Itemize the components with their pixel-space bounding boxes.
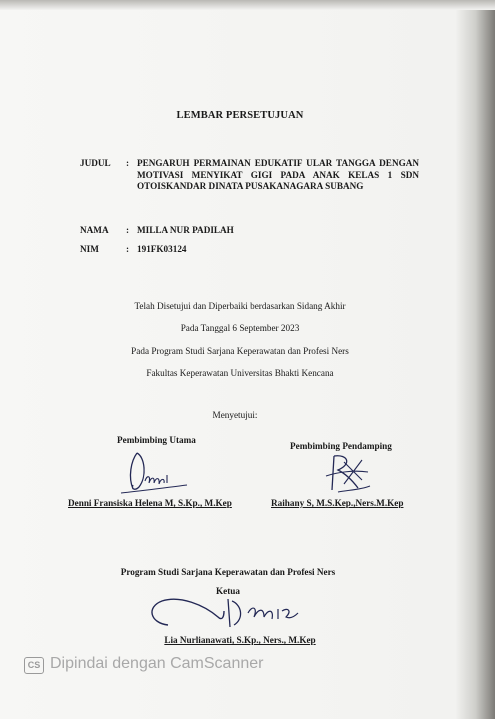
nim-value: 191FK03124 (137, 244, 187, 254)
pembimbing-pendamping-heading: Pembimbing Pendamping (290, 441, 392, 451)
document-title: LEMBAR PERSETUJUAN (176, 110, 304, 121)
camscanner-watermark: Dipindai dengan CamScanner (50, 655, 264, 672)
pembimbing-utama-heading: Pembimbing Utama (117, 435, 196, 445)
pembimbing-pendamping-name: Raihany S, M.S.Kep.,Ners.M.Kep (271, 498, 404, 508)
prodi-label: Program Studi Sarjana Keperawatan dan Profesi Ners (120, 567, 336, 577)
judul-label: JUDUL (80, 158, 111, 168)
approval-line-3: Pada Program Studi Sarjana Keperawatan dan Profesi Ners (131, 346, 349, 356)
menyetujui-label: Menyetujui: (212, 410, 258, 420)
pembimbing-utama-name: Denni Fransiska Helena M, S.Kp., M.Kep (68, 498, 232, 508)
nama-colon: : (126, 225, 130, 235)
approval-line-4: Fakultas Keperawatan Universitas Bhakti Kencana (146, 368, 334, 378)
kaprodi-name: Lia Nurlianawati, S.Kp., Ners., M.Kep (164, 635, 316, 645)
pembimbing-utama-signature (115, 447, 195, 497)
approval-line-1: Telah Disetujui dan Diperbaiki berdasarkan Sidang Akhir (134, 301, 346, 311)
nim-label: NIM (80, 244, 99, 254)
nama-value: MILLA NUR PADILAH (137, 225, 234, 235)
judul-colon: : (126, 158, 130, 168)
nim-colon: : (126, 244, 130, 254)
judul-text: PENGARUH PERMAINAN EDUKATIF ULAR TANGGA DENGAN MOTIVASI MENYIKAT GIGI PADA ANAK KELAS 1 SDN OTOISKANDAR DINATA PUSAKANAGARA SUBANG (137, 158, 419, 191)
ketua-label: Ketua (216, 586, 240, 596)
kaprodi-name-line (0, 635, 480, 645)
approval-line-2: Pada Tanggal 6 September 2023 (180, 323, 300, 333)
ketua-signature (140, 591, 340, 633)
nama-label: NAMA (80, 225, 109, 235)
camscanner-logo: CS (24, 657, 44, 674)
pembimbing-pendamping-signature (318, 450, 378, 498)
